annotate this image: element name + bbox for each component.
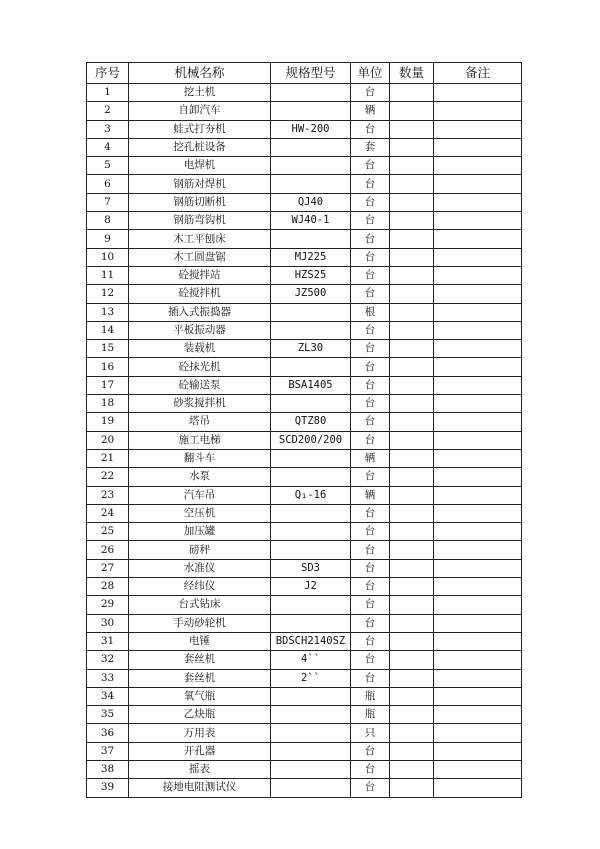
cell-seq: 13 (87, 303, 129, 321)
table-row (87, 523, 522, 541)
cell-note (434, 614, 522, 632)
cell-unit: 台 (351, 742, 390, 760)
cell-name: 套丝机 (129, 669, 271, 687)
cell-qty (390, 760, 434, 778)
cell-spec: BDSCH2140SZ (271, 632, 351, 650)
cell-spec (271, 504, 351, 522)
cell-note (434, 285, 522, 303)
table-row (87, 468, 522, 486)
header-spec: 规格型号 (271, 63, 351, 84)
header-note: 备注 (434, 63, 522, 84)
cell-qty (390, 504, 434, 522)
cell-spec: BSA1405 (271, 376, 351, 394)
cell-note (434, 193, 522, 211)
cell-unit: 瓶 (351, 687, 390, 705)
cell-name: 水准仪 (129, 559, 271, 577)
cell-unit: 台 (351, 285, 390, 303)
cell-note (434, 468, 522, 486)
cell-qty (390, 376, 434, 394)
cell-name: 砼输送泵 (129, 376, 271, 394)
cell-seq: 19 (87, 413, 129, 431)
cell-qty (390, 120, 434, 138)
cell-spec: 2`` (271, 669, 351, 687)
cell-spec (271, 175, 351, 193)
cell-qty (390, 651, 434, 669)
cell-name: 空压机 (129, 504, 271, 522)
cell-note (434, 632, 522, 650)
cell-seq: 31 (87, 632, 129, 650)
table-row (87, 779, 522, 797)
table-row (87, 504, 522, 522)
cell-name: 套丝机 (129, 651, 271, 669)
cell-qty (390, 449, 434, 467)
cell-spec (271, 541, 351, 559)
cell-seq: 16 (87, 358, 129, 376)
cell-seq: 24 (87, 504, 129, 522)
cell-seq: 39 (87, 779, 129, 797)
cell-note (434, 340, 522, 358)
cell-spec: ZL30 (271, 340, 351, 358)
cell-seq: 23 (87, 486, 129, 504)
header-row (87, 63, 522, 84)
cell-seq: 9 (87, 230, 129, 248)
cell-qty (390, 395, 434, 413)
table-row (87, 541, 522, 559)
cell-note (434, 321, 522, 339)
cell-name: 平板振动器 (129, 321, 271, 339)
cell-seq: 27 (87, 559, 129, 577)
cell-seq: 11 (87, 266, 129, 284)
cell-unit: 辆 (351, 102, 390, 120)
cell-spec: J2 (271, 578, 351, 596)
table-row (87, 395, 522, 413)
cell-unit: 台 (351, 84, 390, 102)
cell-note (434, 395, 522, 413)
cell-spec (271, 706, 351, 724)
cell-spec (271, 742, 351, 760)
cell-unit: 台 (351, 248, 390, 266)
cell-spec: WJ40-1 (271, 212, 351, 230)
table-row (87, 486, 522, 504)
table-row (87, 413, 522, 431)
cell-spec (271, 157, 351, 175)
cell-unit: 台 (351, 157, 390, 175)
table-row (87, 742, 522, 760)
cell-unit: 台 (351, 340, 390, 358)
cell-spec: QTZ80 (271, 413, 351, 431)
cell-note (434, 175, 522, 193)
cell-unit: 台 (351, 120, 390, 138)
cell-name: 经纬仪 (129, 578, 271, 596)
cell-name: 自卸汽车 (129, 102, 271, 120)
cell-seq: 8 (87, 212, 129, 230)
cell-seq: 29 (87, 596, 129, 614)
cell-name: 砂浆搅拌机 (129, 395, 271, 413)
cell-qty (390, 632, 434, 650)
cell-unit: 台 (351, 193, 390, 211)
cell-note (434, 523, 522, 541)
cell-unit: 台 (351, 760, 390, 778)
cell-seq: 12 (87, 285, 129, 303)
cell-note (434, 212, 522, 230)
cell-note (434, 687, 522, 705)
cell-name: 蛙式打夯机 (129, 120, 271, 138)
cell-name: 塔吊 (129, 413, 271, 431)
cell-name: 水泵 (129, 468, 271, 486)
cell-seq: 38 (87, 760, 129, 778)
cell-unit: 辆 (351, 449, 390, 467)
cell-note (434, 431, 522, 449)
cell-note (434, 504, 522, 522)
table-row (87, 614, 522, 632)
cell-qty (390, 431, 434, 449)
cell-name: 装载机 (129, 340, 271, 358)
header-unit: 单位 (351, 63, 390, 84)
cell-qty (390, 578, 434, 596)
cell-unit: 瓶 (351, 706, 390, 724)
cell-note (434, 651, 522, 669)
cell-unit: 台 (351, 230, 390, 248)
cell-spec (271, 102, 351, 120)
cell-name: 乙炔瓶 (129, 706, 271, 724)
cell-unit: 台 (351, 596, 390, 614)
table-row (87, 303, 522, 321)
cell-name: 手动砂轮机 (129, 614, 271, 632)
cell-note (434, 266, 522, 284)
cell-spec (271, 449, 351, 467)
cell-note (434, 724, 522, 742)
cell-name: 电焊机 (129, 157, 271, 175)
cell-unit: 台 (351, 578, 390, 596)
cell-seq: 34 (87, 687, 129, 705)
cell-name: 挖孔桩设备 (129, 138, 271, 156)
cell-name: 木工平刨床 (129, 230, 271, 248)
cell-seq: 33 (87, 669, 129, 687)
cell-unit: 台 (351, 559, 390, 577)
table-row (87, 266, 522, 284)
cell-seq: 32 (87, 651, 129, 669)
table-row (87, 724, 522, 742)
cell-note (434, 230, 522, 248)
cell-note (434, 84, 522, 102)
cell-seq: 18 (87, 395, 129, 413)
cell-name: 开孔器 (129, 742, 271, 760)
cell-spec (271, 760, 351, 778)
cell-qty (390, 614, 434, 632)
cell-note (434, 449, 522, 467)
table-row (87, 760, 522, 778)
cell-spec (271, 230, 351, 248)
cell-unit: 套 (351, 138, 390, 156)
cell-spec (271, 687, 351, 705)
cell-name: 翻斗车 (129, 449, 271, 467)
cell-name: 加压罐 (129, 523, 271, 541)
cell-seq: 21 (87, 449, 129, 467)
table-row (87, 651, 522, 669)
cell-seq: 20 (87, 431, 129, 449)
cell-seq: 30 (87, 614, 129, 632)
cell-spec (271, 614, 351, 632)
table-row (87, 358, 522, 376)
cell-name: 钢筋对焊机 (129, 175, 271, 193)
cell-note (434, 157, 522, 175)
cell-spec: JZ500 (271, 285, 351, 303)
cell-note (434, 541, 522, 559)
cell-unit: 台 (351, 523, 390, 541)
cell-spec: Q₁-16 (271, 486, 351, 504)
cell-name: 摇表 (129, 760, 271, 778)
cell-qty (390, 724, 434, 742)
table-row (87, 175, 522, 193)
table-row (87, 669, 522, 687)
header-seq: 序号 (87, 63, 129, 84)
table-row (87, 102, 522, 120)
cell-seq: 36 (87, 724, 129, 742)
cell-unit: 台 (351, 395, 390, 413)
cell-unit: 台 (351, 212, 390, 230)
cell-note (434, 358, 522, 376)
cell-qty (390, 779, 434, 797)
cell-unit: 台 (351, 266, 390, 284)
cell-note (434, 102, 522, 120)
cell-spec: SD3 (271, 559, 351, 577)
cell-seq: 1 (87, 84, 129, 102)
table-body (87, 84, 522, 798)
cell-name: 磅秤 (129, 541, 271, 559)
cell-note (434, 303, 522, 321)
cell-unit: 台 (351, 669, 390, 687)
cell-spec: HW-200 (271, 120, 351, 138)
cell-qty (390, 559, 434, 577)
cell-seq: 4 (87, 138, 129, 156)
table-row (87, 120, 522, 138)
cell-seq: 22 (87, 468, 129, 486)
cell-seq: 26 (87, 541, 129, 559)
cell-name: 钢筋切断机 (129, 193, 271, 211)
cell-note (434, 669, 522, 687)
cell-spec (271, 395, 351, 413)
cell-spec: HZS25 (271, 266, 351, 284)
cell-unit: 台 (351, 413, 390, 431)
cell-note (434, 486, 522, 504)
table-row (87, 596, 522, 614)
cell-note (434, 138, 522, 156)
table-row (87, 431, 522, 449)
table-row (87, 706, 522, 724)
table-row (87, 559, 522, 577)
cell-unit: 辆 (351, 486, 390, 504)
cell-unit: 台 (351, 632, 390, 650)
cell-unit: 台 (351, 431, 390, 449)
cell-qty (390, 175, 434, 193)
cell-qty (390, 486, 434, 504)
cell-spec: 4`` (271, 651, 351, 669)
cell-qty (390, 358, 434, 376)
cell-qty (390, 157, 434, 175)
cell-qty (390, 669, 434, 687)
cell-qty (390, 230, 434, 248)
table-row (87, 285, 522, 303)
cell-note (434, 742, 522, 760)
cell-note (434, 376, 522, 394)
cell-note (434, 596, 522, 614)
cell-seq: 7 (87, 193, 129, 211)
table-row (87, 632, 522, 650)
cell-seq: 17 (87, 376, 129, 394)
table-row (87, 687, 522, 705)
cell-spec (271, 358, 351, 376)
cell-note (434, 779, 522, 797)
cell-qty (390, 687, 434, 705)
equipment-table (86, 62, 522, 798)
cell-note (434, 706, 522, 724)
cell-name: 施工电梯 (129, 431, 271, 449)
cell-name: 台式钻床 (129, 596, 271, 614)
cell-note (434, 413, 522, 431)
cell-spec (271, 303, 351, 321)
table-row (87, 321, 522, 339)
cell-qty (390, 321, 434, 339)
table-row (87, 248, 522, 266)
cell-spec: MJ225 (271, 248, 351, 266)
cell-qty (390, 193, 434, 211)
cell-qty (390, 303, 434, 321)
cell-note (434, 760, 522, 778)
cell-unit: 只 (351, 724, 390, 742)
cell-unit: 台 (351, 614, 390, 632)
cell-spec (271, 779, 351, 797)
cell-name: 木工圆盘锯 (129, 248, 271, 266)
cell-spec (271, 138, 351, 156)
cell-unit: 台 (351, 651, 390, 669)
cell-name: 钢筋弯钩机 (129, 212, 271, 230)
cell-seq: 6 (87, 175, 129, 193)
cell-spec (271, 468, 351, 486)
cell-qty (390, 248, 434, 266)
table-row (87, 376, 522, 394)
cell-spec (271, 596, 351, 614)
cell-qty (390, 413, 434, 431)
cell-name: 接地电阻测试仪 (129, 779, 271, 797)
cell-qty (390, 84, 434, 102)
cell-spec: SCD200/200 (271, 431, 351, 449)
table-row (87, 340, 522, 358)
cell-unit: 台 (351, 321, 390, 339)
cell-qty (390, 266, 434, 284)
table-row (87, 193, 522, 211)
cell-unit: 台 (351, 541, 390, 559)
cell-seq: 10 (87, 248, 129, 266)
cell-name: 砼抹光机 (129, 358, 271, 376)
table-row (87, 230, 522, 248)
cell-spec (271, 84, 351, 102)
cell-name: 挖土机 (129, 84, 271, 102)
header-qty: 数量 (390, 63, 434, 84)
cell-seq: 28 (87, 578, 129, 596)
cell-qty (390, 138, 434, 156)
cell-unit: 根 (351, 303, 390, 321)
table-row (87, 449, 522, 467)
cell-qty (390, 340, 434, 358)
cell-seq: 35 (87, 706, 129, 724)
cell-unit: 台 (351, 504, 390, 522)
cell-unit: 台 (351, 376, 390, 394)
cell-seq: 25 (87, 523, 129, 541)
table-row (87, 578, 522, 596)
cell-name: 万用表 (129, 724, 271, 742)
cell-note (434, 578, 522, 596)
cell-spec (271, 523, 351, 541)
cell-qty (390, 742, 434, 760)
cell-qty (390, 212, 434, 230)
cell-name: 砼搅拌机 (129, 285, 271, 303)
cell-spec (271, 724, 351, 742)
cell-qty (390, 285, 434, 303)
cell-unit: 台 (351, 175, 390, 193)
cell-name: 砼搅拌站 (129, 266, 271, 284)
table-row (87, 138, 522, 156)
cell-seq: 5 (87, 157, 129, 175)
cell-note (434, 120, 522, 138)
cell-unit: 台 (351, 468, 390, 486)
cell-qty (390, 523, 434, 541)
cell-seq: 15 (87, 340, 129, 358)
cell-spec (271, 321, 351, 339)
cell-spec: QJ40 (271, 193, 351, 211)
cell-seq: 2 (87, 102, 129, 120)
cell-unit: 台 (351, 358, 390, 376)
cell-qty (390, 102, 434, 120)
cell-note (434, 248, 522, 266)
header-name: 机械名称 (129, 63, 271, 84)
cell-name: 氧气瓶 (129, 687, 271, 705)
cell-qty (390, 541, 434, 559)
table-row (87, 157, 522, 175)
cell-qty (390, 596, 434, 614)
cell-seq: 3 (87, 120, 129, 138)
table-row (87, 84, 522, 102)
cell-unit: 台 (351, 779, 390, 797)
cell-name: 电锤 (129, 632, 271, 650)
cell-name: 插入式振捣器 (129, 303, 271, 321)
cell-note (434, 559, 522, 577)
cell-qty (390, 706, 434, 724)
cell-qty (390, 468, 434, 486)
table-row (87, 212, 522, 230)
cell-name: 汽车吊 (129, 486, 271, 504)
cell-seq: 37 (87, 742, 129, 760)
cell-seq: 14 (87, 321, 129, 339)
